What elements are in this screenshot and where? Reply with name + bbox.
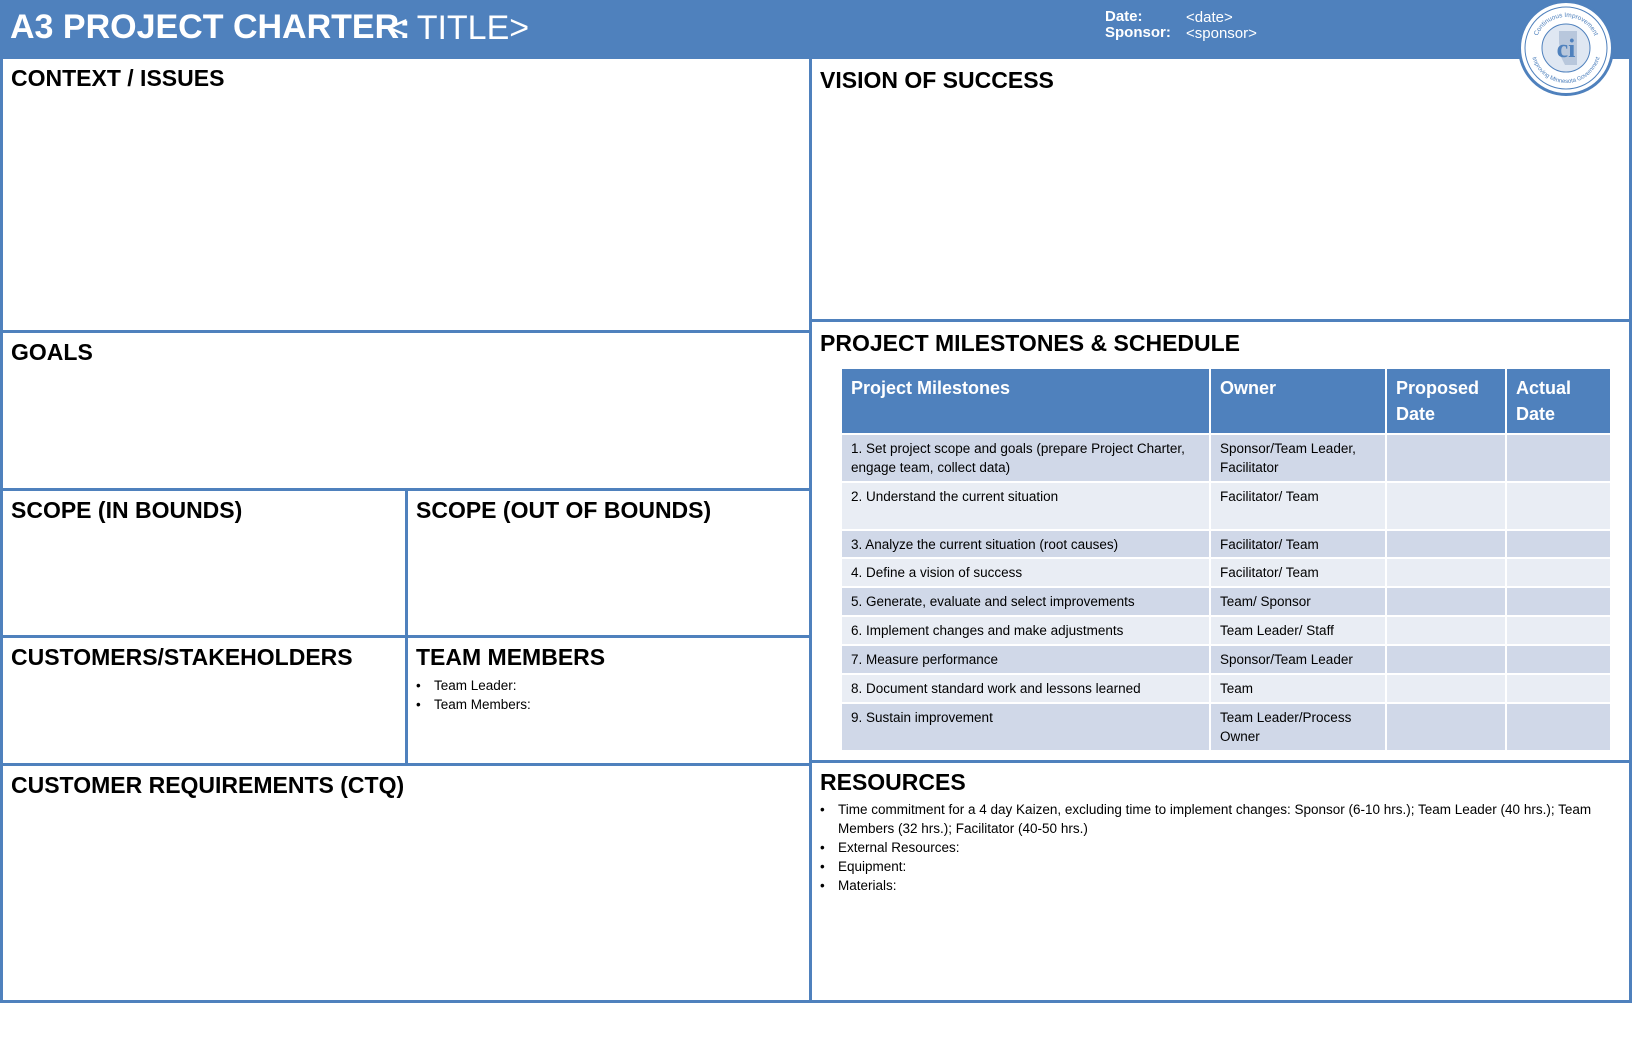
milestone-cell: 4. Define a vision of success [842, 558, 1210, 587]
context-issues-section[interactable] [0, 56, 812, 333]
actual-date-cell[interactable] [1506, 674, 1610, 703]
team-members-item[interactable]: • Team Members: [416, 695, 531, 714]
logo-text-bottom: Improving Minnesota Government [1530, 56, 1602, 86]
actual-date-cell[interactable] [1506, 530, 1610, 558]
actual-date-cell[interactable] [1506, 434, 1610, 482]
customers-section[interactable] [0, 635, 408, 766]
vision-heading: VISION OF SUCCESS [820, 67, 1054, 93]
owner-cell: Sponsor/Team Leader [1210, 645, 1386, 674]
proposed-date-cell[interactable] [1386, 558, 1506, 587]
context-issues-heading: CONTEXT / ISSUES [11, 65, 225, 91]
actual-date-cell[interactable] [1506, 616, 1610, 645]
vision-section[interactable] [809, 56, 1632, 322]
team-members-heading: TEAM MEMBERS [416, 644, 606, 670]
col-header-proposed-date: Proposed Date [1386, 369, 1506, 434]
ci-seal-icon [1521, 3, 1611, 93]
milestones-heading: PROJECT MILESTONES & SCHEDULE [820, 330, 1241, 356]
date-value[interactable]: <date> [1186, 9, 1233, 26]
owner-cell: Facilitator/ Team [1210, 530, 1386, 558]
page-title: A3 PROJECT CHARTER: [10, 8, 411, 46]
scope-out-section[interactable] [405, 488, 812, 638]
customers-heading: CUSTOMERS/STAKEHOLDERS [11, 644, 353, 670]
proposed-date-cell[interactable] [1386, 434, 1506, 482]
table-row [842, 616, 1610, 645]
milestone-cell: 9. Sustain improvement [842, 703, 1210, 750]
equipment-item[interactable]: • Equipment: [820, 857, 1620, 876]
col-header-milestones: Project Milestones [842, 369, 1210, 434]
sponsor-value[interactable]: <sponsor> [1186, 25, 1257, 42]
actual-date-cell[interactable] [1506, 482, 1610, 530]
resources-section[interactable] [809, 760, 1632, 1003]
table-row [842, 645, 1610, 674]
sponsor-label: Sponsor: [1105, 24, 1171, 41]
table-row [842, 558, 1610, 587]
goals-heading: GOALS [11, 339, 93, 365]
logo-text-top: Continuous Improvement [1532, 11, 1600, 37]
owner-cell: Team/ Sponsor [1210, 587, 1386, 616]
table-row [842, 674, 1610, 703]
resources-heading: RESOURCES [820, 769, 966, 795]
table-row [842, 587, 1610, 616]
scope-in-section[interactable] [0, 488, 408, 638]
owner-cell: Facilitator/ Team [1210, 482, 1386, 530]
milestones-table [842, 369, 1610, 750]
owner-cell: Sponsor/Team Leader, Facilitator [1210, 434, 1386, 482]
actual-date-cell[interactable] [1506, 645, 1610, 674]
actual-date-cell[interactable] [1506, 558, 1610, 587]
time-commitment-item[interactable]: • Time commitment for a 4 day Kaizen, excluding time to implement changes: Sponsor (6-10 hrs.); Team Leader (40 hrs.); Team Members (32 hrs.); Facilitator (40-50 hrs.) [820, 800, 1620, 838]
proposed-date-cell[interactable] [1386, 674, 1506, 703]
header-bar [0, 0, 1632, 57]
table-row [842, 530, 1610, 558]
scope-out-heading: SCOPE (OUT OF BOUNDS) [416, 497, 712, 523]
ctq-heading: CUSTOMER REQUIREMENTS (CTQ) [11, 772, 405, 798]
external-resources-item[interactable]: • External Resources: [820, 838, 1620, 857]
owner-cell: Team [1210, 674, 1386, 703]
actual-date-cell[interactable] [1506, 587, 1610, 616]
milestone-cell: 7. Measure performance [842, 645, 1210, 674]
proposed-date-cell[interactable] [1386, 703, 1506, 750]
milestones-section [809, 319, 1632, 763]
team-members-list [416, 676, 531, 714]
owner-cell: Team Leader/Process Owner [1210, 703, 1386, 750]
owner-cell: Team Leader/ Staff [1210, 616, 1386, 645]
actual-date-cell[interactable] [1506, 703, 1610, 750]
table-row [842, 434, 1610, 482]
materials-item[interactable]: • Materials: [820, 876, 1620, 895]
milestone-cell: 3. Analyze the current situation (root causes) [842, 530, 1210, 558]
proposed-date-cell[interactable] [1386, 645, 1506, 674]
resources-list [820, 800, 1620, 895]
proposed-date-cell[interactable] [1386, 587, 1506, 616]
team-leader-item[interactable]: • Team Leader: [416, 676, 531, 695]
proposed-date-cell[interactable] [1386, 482, 1506, 530]
milestones-header-row [842, 369, 1610, 434]
milestone-cell: 1. Set project scope and goals (prepare Project Charter, engage team, collect data) [842, 434, 1210, 482]
milestone-cell: 6. Implement changes and make adjustments [842, 616, 1210, 645]
table-row [842, 482, 1610, 530]
col-header-owner: Owner [1210, 369, 1386, 434]
scope-in-heading: SCOPE (IN BOUNDS) [11, 497, 243, 523]
continuous-improvement-logo [1518, 0, 1614, 96]
owner-cell: Facilitator/ Team [1210, 558, 1386, 587]
project-title-placeholder[interactable]: < TITLE> [388, 9, 530, 47]
team-members-section[interactable] [405, 635, 812, 766]
logo-letters: ci [1556, 34, 1576, 63]
table-row [842, 703, 1610, 750]
milestone-cell: 8. Document standard work and lessons learned [842, 674, 1210, 703]
ctq-section[interactable] [0, 763, 812, 1003]
date-label: Date: [1105, 8, 1143, 25]
col-header-actual-date: Actual Date [1506, 369, 1610, 434]
milestone-cell: 5. Generate, evaluate and select improvements [842, 587, 1210, 616]
proposed-date-cell[interactable] [1386, 616, 1506, 645]
goals-section[interactable] [0, 330, 812, 491]
milestone-cell: 2. Understand the current situation [842, 482, 1210, 530]
proposed-date-cell[interactable] [1386, 530, 1506, 558]
